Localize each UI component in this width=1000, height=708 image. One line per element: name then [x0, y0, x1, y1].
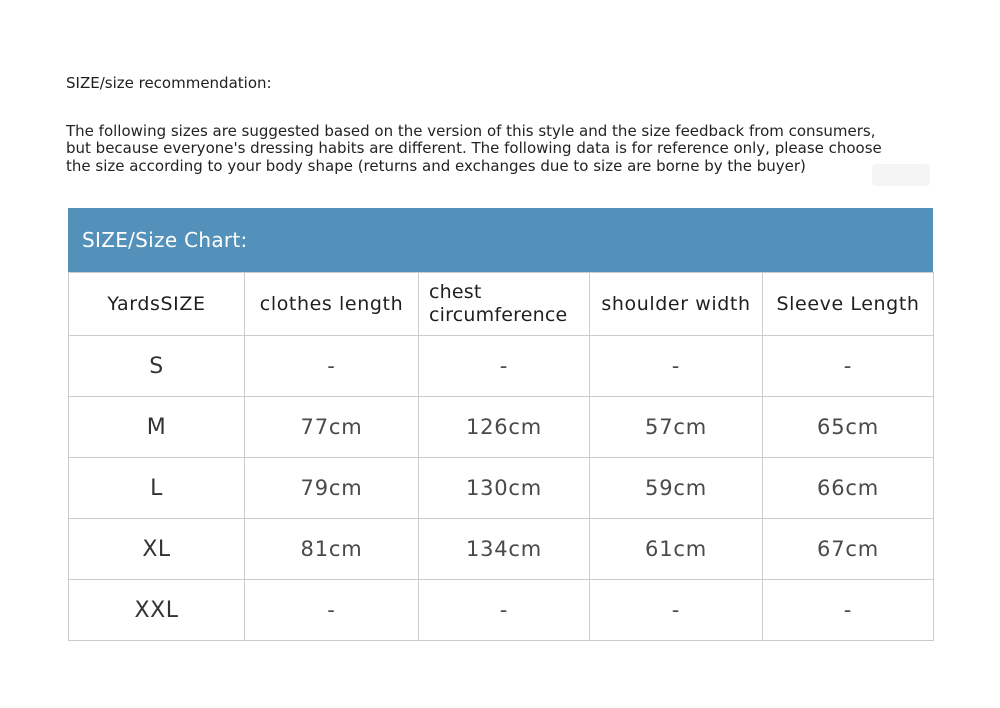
table-row — [69, 397, 934, 458]
value-cell: - — [590, 336, 763, 397]
size-cell: L — [69, 458, 245, 519]
description-line: The following sizes are suggested based on the version of this style and the size feedback from consumers, — [66, 122, 876, 140]
value-cell: 77cm — [245, 397, 419, 458]
value-cell: 65cm — [763, 397, 934, 458]
description-line: the size according to your body shape (returns and exchanges due to size are borne by the buyer) — [66, 156, 806, 175]
header-row — [69, 273, 934, 336]
value-cell: 134cm — [419, 519, 590, 580]
col-header-sleeve-length: Sleeve Length — [763, 273, 934, 336]
value-cell: 79cm — [245, 458, 419, 519]
size-table — [68, 272, 934, 641]
size-chart-title-bar — [68, 208, 933, 272]
value-cell: 61cm — [590, 519, 763, 580]
size-chart-section — [68, 208, 933, 641]
col-header-chest-circumference: chest circumference — [419, 273, 590, 336]
value-cell: - — [763, 580, 934, 641]
value-cell: - — [763, 336, 934, 397]
value-cell: 57cm — [590, 397, 763, 458]
size-cell: S — [69, 336, 245, 397]
table-row — [69, 580, 934, 641]
table-row — [69, 519, 934, 580]
size-description — [66, 123, 882, 175]
value-cell: 59cm — [590, 458, 763, 519]
size-cell: XL — [69, 519, 245, 580]
value-cell: 126cm — [419, 397, 590, 458]
value-cell: 81cm — [245, 519, 419, 580]
size-cell: M — [69, 397, 245, 458]
description-line: but because everyone's dressing habits are different. The following data is for reference only, please choose — [66, 139, 882, 158]
watermark-smudge — [872, 164, 930, 186]
size-chart-title: SIZE/Size Chart: — [82, 228, 248, 252]
size-cell: XXL — [69, 580, 245, 641]
value-cell: - — [245, 336, 419, 397]
col-header-clothes-length: clothes length — [245, 273, 419, 336]
value-cell: - — [590, 580, 763, 641]
col-header-size: YardsSIZE — [69, 273, 245, 336]
table-row — [69, 336, 934, 397]
value-cell: - — [419, 580, 590, 641]
value-cell: - — [419, 336, 590, 397]
col-header-shoulder-width: shoulder width — [590, 273, 763, 336]
table-row — [69, 458, 934, 519]
page-title: SIZE/size recommendation: — [66, 74, 272, 92]
value-cell: 67cm — [763, 519, 934, 580]
value-cell: 66cm — [763, 458, 934, 519]
value-cell: 130cm — [419, 458, 590, 519]
value-cell: - — [245, 580, 419, 641]
